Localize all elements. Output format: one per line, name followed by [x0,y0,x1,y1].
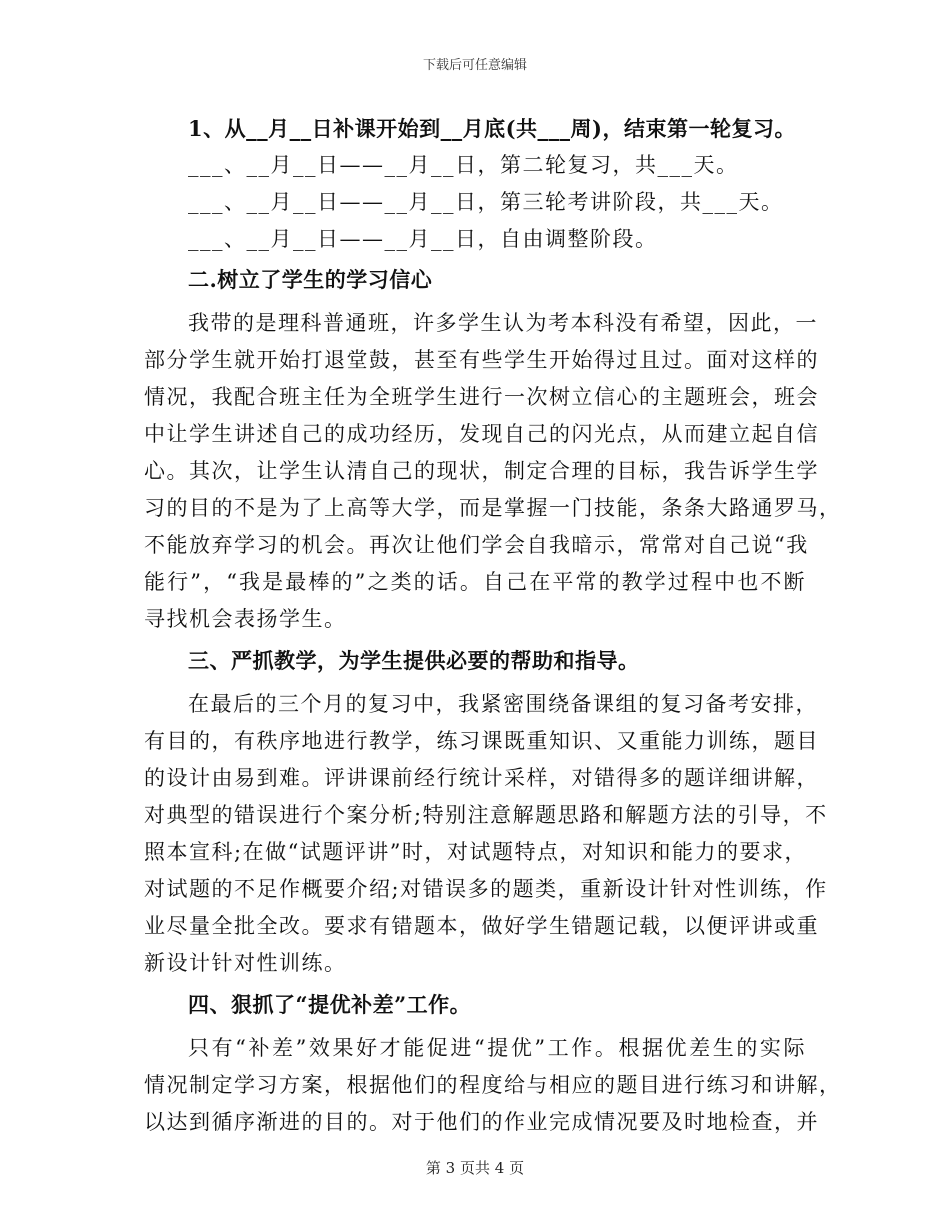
paragraph-line: 能行”，“我是最棒的”之类的话。自己在平常的教学过程中也不断 [144,570,806,594]
document-body [144,110,842,1141]
paragraph-line: 对试题的不足作概要介绍;对错误多的题类，重新设计针对性训练，作 [144,877,828,901]
section-heading-2: 二.树立了学生的学习信心 [188,267,433,292]
paragraph-line: 寻找机会表扬学生。 [144,607,347,631]
paragraph-line: 我带的是理科普通班，许多学生认为考本科没有希望，因此，一 [188,311,818,335]
paragraph-line: 以达到循序渐进的目的。对于他们的作业完成情况要及时地检查，并 [144,1110,819,1134]
schedule-line-2: ___、__月__日——__月__日，第二轮复习，共___天。 [188,153,739,177]
paragraph-line: 对典型的错误进行个案分析;特别注意解题思路和解题方法的引导，不 [144,803,828,827]
paragraph-line: 只有“补差”效果好才能促进“提优”工作。根据优差生的实际 [188,1036,806,1060]
paragraph-line: 的设计由易到难。评讲课前经行统计采样，对错得多的题详细讲解， [144,766,819,790]
paragraph-line: 不能放弃学习的机会。再次让他们学会自我暗示，常常对自己说“我 [144,533,809,557]
paragraph-line: 部分学生就开始打退堂鼓，甚至有些学生开始得过且过。面对这样的 [144,348,819,372]
paragraph-line: 习的目的不是为了上高等大学，而是掌握一门技能，条条大路通罗马， [144,496,842,520]
schedule-line-3: ___、__月__日——__月__日，第三轮考讲阶段，共___天。 [188,190,784,214]
paragraph-line: 照本宣科;在做“试题评讲”时，对试题特点，对知识和能力的要求， [144,840,808,864]
schedule-line-4: ___、__月__日——__月__日，自由调整阶段。 [188,227,658,251]
paragraph-line: 新设计针对性训练。 [144,951,347,975]
paragraph-line: 业尽量全批全改。要求有错题本，做好学生错题记载，以便评讲或重 [144,914,819,938]
paragraph-line: 中让学生讲述自己的成功经历，发现自己的闪光点，从而建立起自信 [144,422,819,446]
paragraph-line: 情况制定学习方案，根据他们的程度给与相应的题目进行练习和讲解， [144,1073,842,1097]
paragraph-line: 情况，我配合班主任为全班学生进行一次树立信心的主题班会，班会 [144,385,819,409]
schedule-line-1: 1、从__月__日补课开始到__月底(共___周)，结束第一轮复习。 [188,116,796,141]
page-footer: 第 3 页共 4 页 [425,1159,525,1177]
page-header: 下载后可任意编辑 [422,58,527,73]
section-heading-4: 四、狠抓了“提优补差”工作。 [188,992,472,1017]
paragraph-line: 心。其次，让学生认清自己的现状，制定合理的目标，我告诉学生学 [144,459,819,483]
section-heading-3: 三、严抓教学，为学生提供必要的帮助和指导。 [188,648,640,673]
paragraph-line: 在最后的三个月的复习中，我紧密围绕备课组的复习备考安排， [188,692,818,716]
paragraph-line: 有目的，有秩序地进行教学，练习课既重知识、又重能力训练，题目 [144,729,819,753]
